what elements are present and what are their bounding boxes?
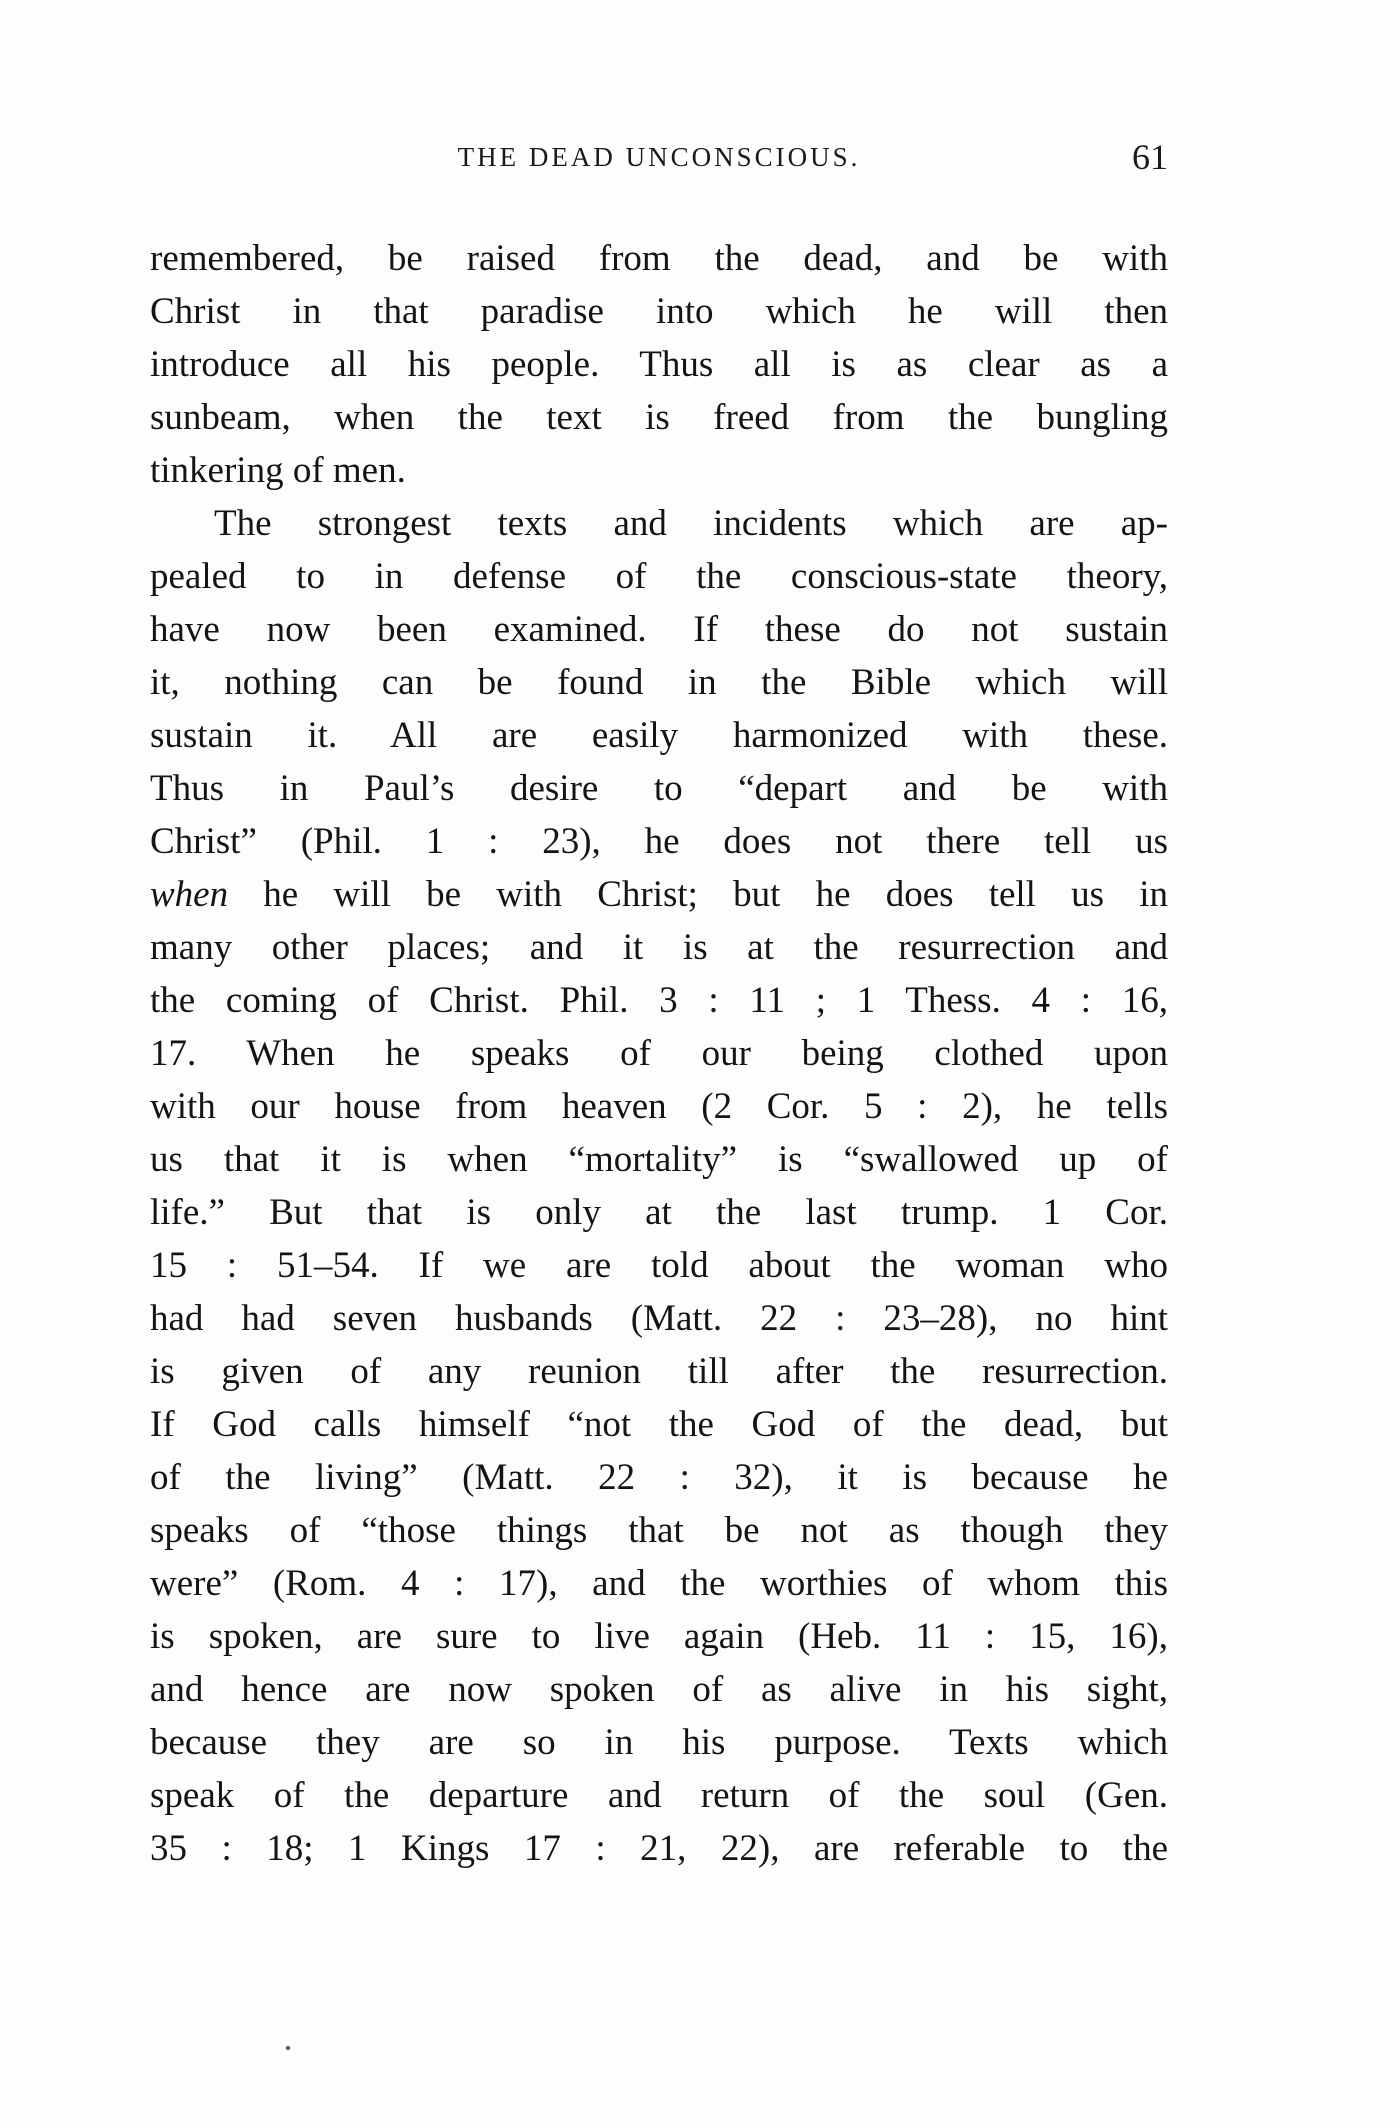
text-line: introduce all his people. Thus all is as clear as a: [150, 344, 1168, 385]
text-line: with our house from heaven (2 Cor. 5 : 2), he tells: [150, 1086, 1168, 1127]
body-text: [150, 232, 1168, 1875]
text-line: were” (Rom. 4 : 17), and the worthies of whom this: [150, 1563, 1168, 1604]
text-line: tinkering of men.: [150, 450, 406, 491]
text-line: 17. When he speaks of our being clothed upon: [150, 1033, 1168, 1074]
text-line: is spoken, are sure to live again (Heb. 11 : 15, 16),: [150, 1616, 1168, 1657]
text-line: and hence are now spoken of as alive in his sight,: [150, 1669, 1168, 1710]
text-line: pealed to in defense of the conscious-state theory,: [150, 556, 1168, 597]
text-line: 35 : 18; 1 Kings 17 : 21, 22), are referable to the: [150, 1828, 1168, 1869]
text-line: remembered, be raised from the dead, and be with: [150, 238, 1168, 279]
text-line: If God calls himself “not the God of the dead, but: [150, 1404, 1168, 1445]
text-line: it, nothing can be found in the Bible which will: [150, 662, 1168, 703]
text-line: the coming of Christ. Phil. 3 : 11 ; 1 Thess. 4 : 16,: [150, 980, 1168, 1021]
ink-speck: [286, 2046, 290, 2050]
text-line: many other places; and it is at the resurrection and: [150, 927, 1168, 968]
paragraph-start-line: The strongest texts and incidents which are ap-: [214, 503, 1168, 544]
text-line: of the living” (Matt. 22 : 32), it is because he: [150, 1457, 1168, 1498]
text-line: had had seven husbands (Matt. 22 : 23–28), no hint: [150, 1298, 1168, 1339]
text-line: Thus in Paul’s desire to “depart and be with: [150, 768, 1168, 809]
running-title: THE DEAD UNCONSCIOUS.: [457, 142, 861, 172]
running-head: [150, 136, 1168, 176]
page-number: 61: [1132, 137, 1168, 177]
text-line: speaks of “those things that be not as though they: [150, 1510, 1168, 1551]
italic-emphasis: when: [150, 874, 229, 915]
text-line: because they are so in his purpose. Texts which: [150, 1722, 1168, 1763]
text-line: Christ” (Phil. 1 : 23), he does not there tell us: [150, 821, 1168, 862]
text-line: Christ in that paradise into which he will then: [150, 291, 1168, 332]
text-line: have now been examined. If these do not sustain: [150, 609, 1168, 650]
text-line: sustain it. All are easily harmonized with these.: [150, 715, 1168, 756]
text-line: 15 : 51–54. If we are told about the woman who: [150, 1245, 1168, 1286]
text-line: sunbeam, when the text is freed from the bungling: [150, 397, 1168, 438]
text-line: is given of any reunion till after the resurrection.: [150, 1351, 1168, 1392]
text-line: life.” But that is only at the last trump. 1 Cor.: [150, 1192, 1168, 1233]
text-line: speak of the departure and return of the soul (Gen.: [150, 1775, 1168, 1816]
text-line: us that it is when “mortality” is “swallowed up of: [150, 1139, 1168, 1180]
text-line-with-italic: when he will be with Christ; but he does tell us in: [150, 874, 1168, 915]
